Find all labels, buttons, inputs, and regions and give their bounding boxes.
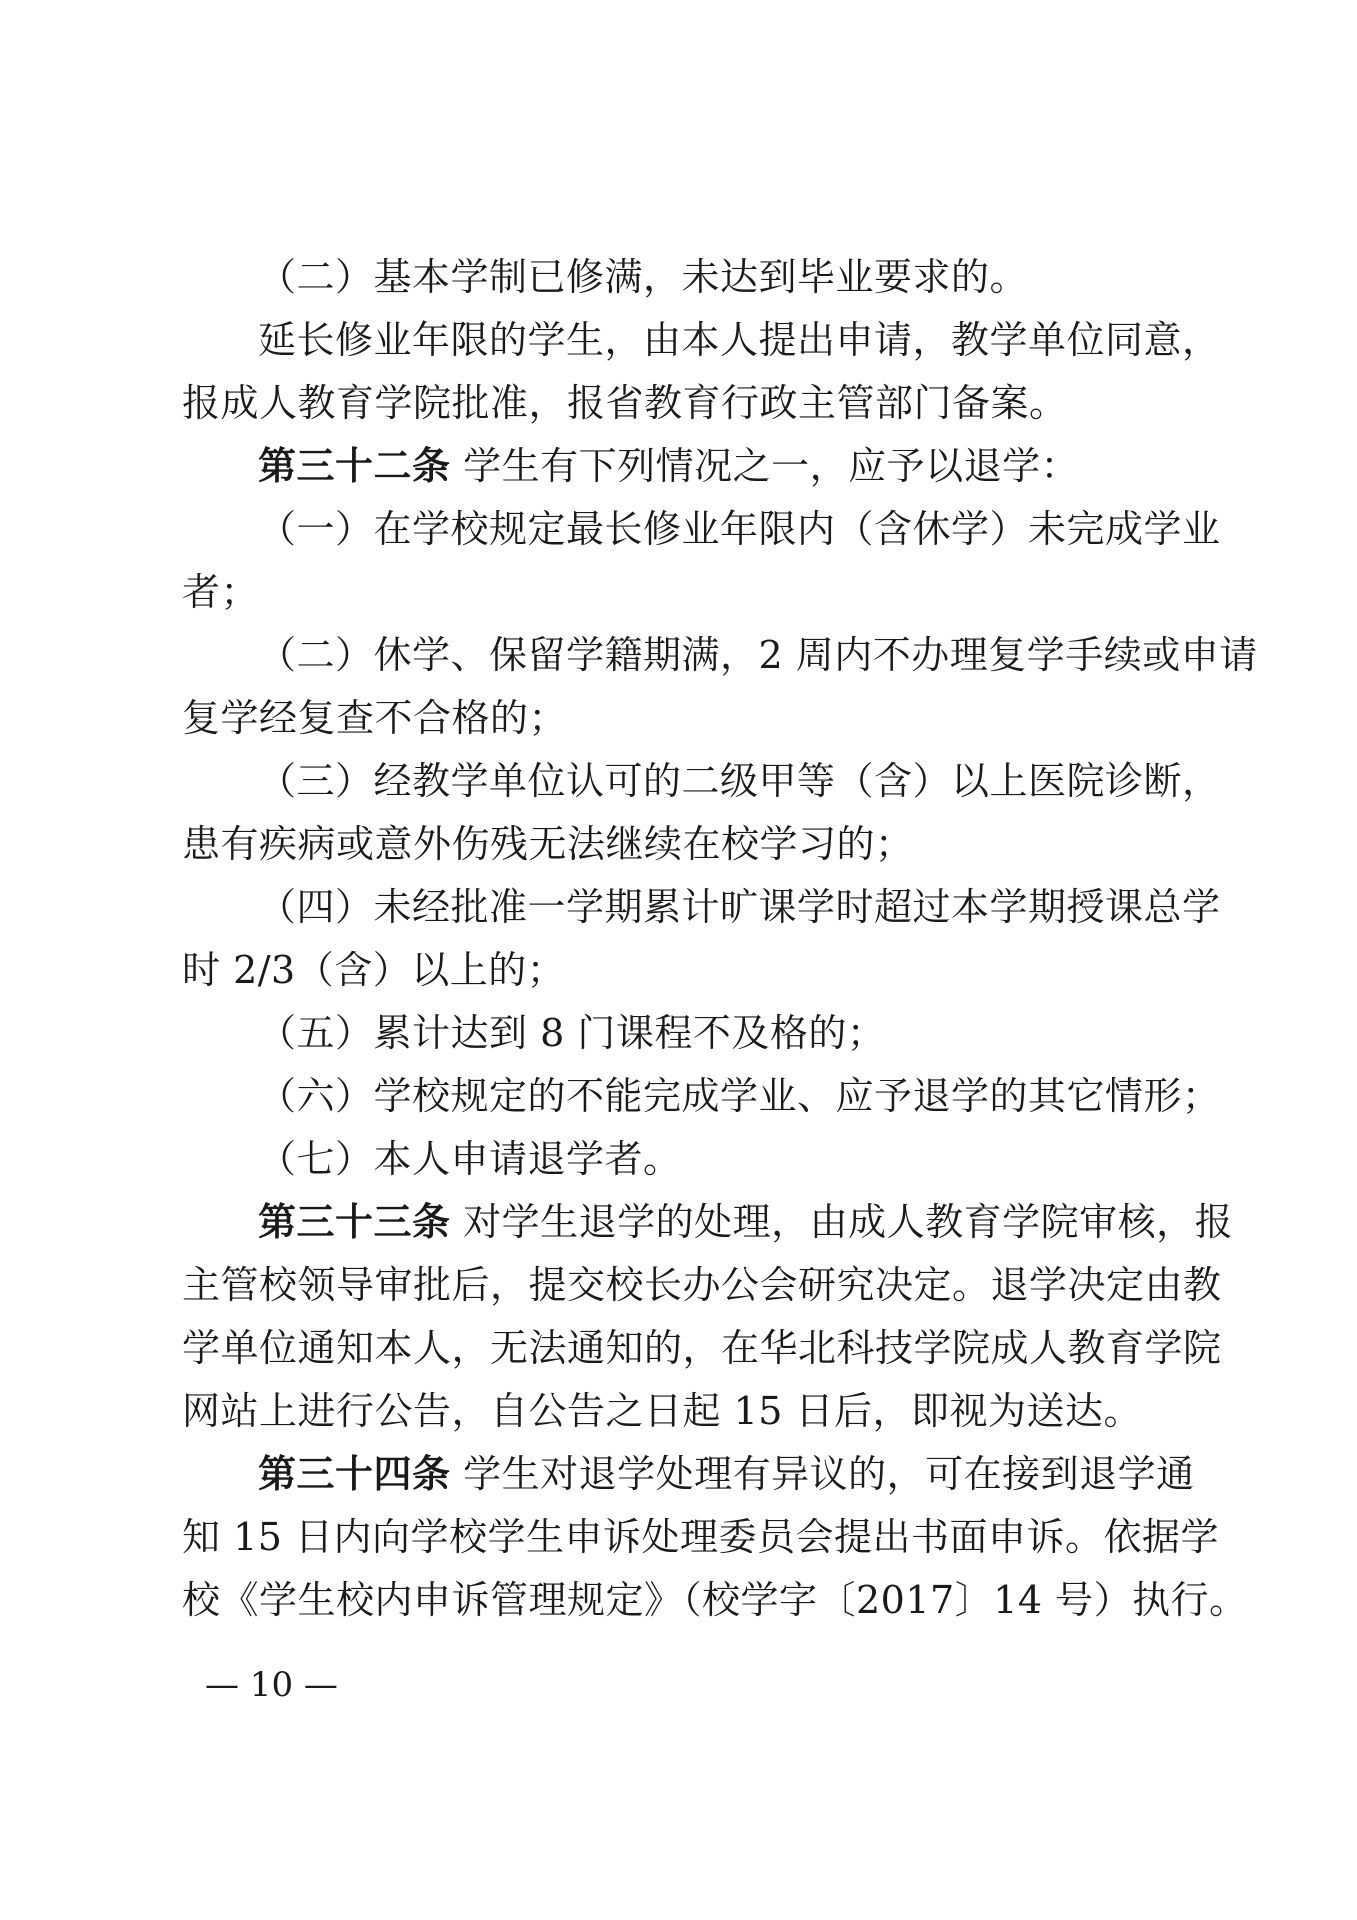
- text-line: [182, 308, 1221, 371]
- text-line: [182, 1442, 1195, 1505]
- list-item-7: [182, 1127, 1182, 1190]
- line-text: （四）未经批准一学期累计旷课学时超过本学期授课总学: [258, 885, 1221, 929]
- list-item-6: [182, 1064, 1221, 1127]
- article-heading: 第三十二条: [258, 443, 451, 488]
- text-line: [182, 623, 1258, 686]
- list-item-1: [182, 497, 1221, 623]
- text-line: [182, 1568, 1248, 1631]
- line-text: 知 15 日内向学校学生申诉处理委员会提出书面申诉。依据学: [182, 1515, 1220, 1559]
- article-34: [182, 1442, 1248, 1631]
- list-item-4: [182, 875, 1221, 1001]
- list-item-5: [182, 1001, 1182, 1064]
- text-line: [182, 1064, 1221, 1127]
- paragraph-item-2: [182, 245, 1182, 308]
- line-text: 患有疾病或意外伤残无法继续在校学习的；: [182, 822, 914, 866]
- list-item-2: [182, 623, 1258, 749]
- line-text: 学生有下列情况之一，应予以退学：: [450, 444, 1080, 488]
- text-line: [182, 371, 1182, 434]
- article-heading: 第三十四条: [258, 1451, 451, 1496]
- article-heading: 第三十三条: [258, 1199, 451, 1244]
- document-body: [182, 245, 1258, 1631]
- text-line: [182, 812, 1182, 875]
- line-text: 报成人教育学院批准，报省教育行政主管部门备案。: [182, 381, 1068, 425]
- text-line: [182, 497, 1221, 560]
- line-text: 时 2/3（含）以上的；: [182, 948, 566, 992]
- line-text: （二）休学、保留学籍期满，2 周内不办理复学手续或申请: [258, 633, 1258, 677]
- list-item-3: [182, 749, 1221, 875]
- text-line: [182, 1505, 1220, 1568]
- page-number: — 10 —: [205, 1665, 338, 1705]
- line-text: （五）累计达到 8 门课程不及格的；: [258, 1011, 886, 1055]
- paragraph-extension: [182, 308, 1221, 434]
- line-text: （三）经教学单位认可的二级甲等（含）以上医院诊断，: [258, 759, 1221, 803]
- line-text: 主管校领导审批后，提交校长办公会研究决定。退学决定由教: [182, 1263, 1222, 1307]
- line-text: 延长修业年限的学生，由本人提出申请，教学单位同意，: [258, 318, 1221, 362]
- article-32: [182, 434, 1182, 497]
- text-line: [182, 1253, 1222, 1316]
- line-text: 校《学生校内申诉管理规定》（校学字〔2017〕14 号）执行。: [182, 1578, 1248, 1622]
- text-line: [182, 560, 1182, 623]
- text-line: [182, 1316, 1222, 1379]
- line-text: （一）在学校规定最长修业年限内（含休学）未完成学业: [258, 507, 1221, 551]
- article-33: [182, 1190, 1234, 1442]
- text-line: [182, 749, 1221, 812]
- text-line: [182, 1127, 1182, 1190]
- line-text: 学单位通知本人，无法通知的，在华北科技学院成人教育学院: [182, 1326, 1222, 1370]
- line-text: 者；: [182, 570, 260, 614]
- line-text: 对学生退学的处理，由成人教育学院审核，报: [450, 1200, 1234, 1244]
- line-text: （二）基本学制已修满，未达到毕业要求的。: [258, 255, 1029, 299]
- line-text: 网站上进行公告，自公告之日起 15 日后，即视为送达。: [182, 1389, 1143, 1433]
- line-text: （七）本人申请退学者。: [258, 1137, 682, 1181]
- line-text: 学生对退学处理有异议的，可在接到退学通: [450, 1452, 1195, 1496]
- text-line: [182, 1190, 1234, 1253]
- text-line: [182, 686, 1182, 749]
- text-line: [182, 1001, 1182, 1064]
- text-line: [182, 938, 1182, 1001]
- text-line: [182, 875, 1221, 938]
- line-text: 复学经复查不合格的；: [182, 696, 568, 740]
- text-line: [182, 245, 1182, 308]
- line-text: （六）学校规定的不能完成学业、应予退学的其它情形；: [258, 1074, 1221, 1118]
- text-line: [182, 1379, 1182, 1442]
- text-line: [182, 434, 1182, 497]
